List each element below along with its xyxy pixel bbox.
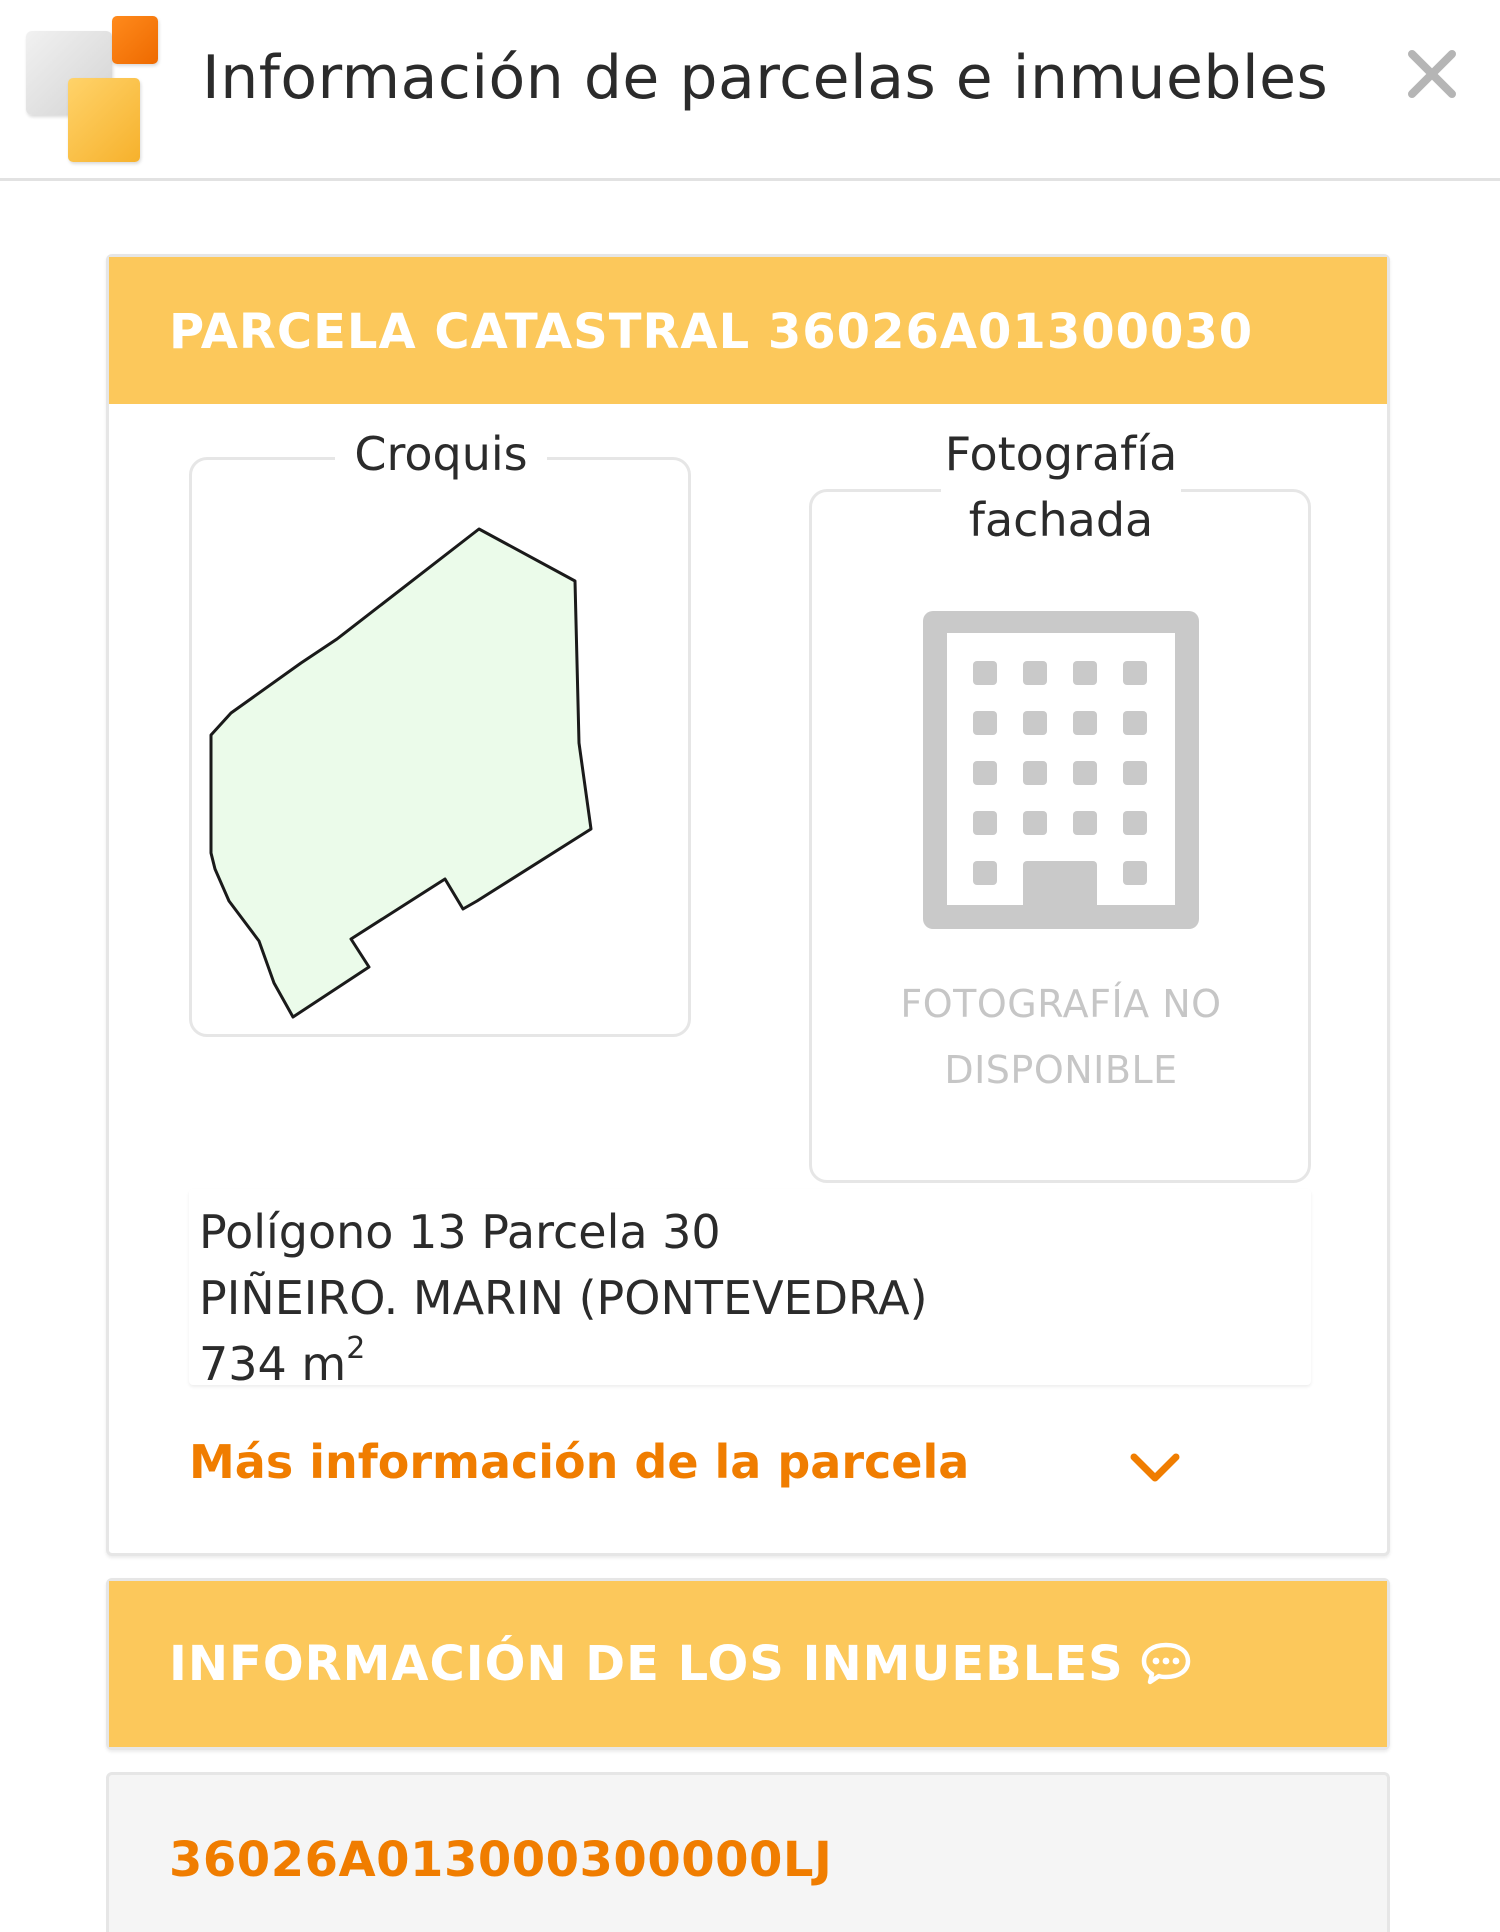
chevron-down-icon (1129, 1451, 1181, 1485)
catastro-logo-icon (26, 16, 158, 150)
more-parcel-info-toggle[interactable] (189, 1429, 1189, 1495)
property-reference[interactable]: 36026A013000300000LJ (169, 1832, 833, 1888)
parcel-location: Polígono 13 Parcela 30 (199, 1205, 721, 1259)
app-header (0, 0, 1500, 181)
more-parcel-info-label: Más información de la parcela (189, 1435, 970, 1489)
building-icon (923, 611, 1199, 929)
photo-unavailable-text: FOTOGRAFÍA NO DISPONIBLE (900, 982, 1222, 1092)
page-title: Información de parcelas e inmuebles (202, 43, 1329, 113)
speech-bubble-icon[interactable] (1140, 1641, 1192, 1685)
properties-header-label: INFORMACIÓN DE LOS INMUEBLES (169, 1636, 1124, 1692)
sketch-label: Croquis (335, 421, 547, 487)
close-icon[interactable] (1404, 46, 1460, 102)
parcel-area-exponent: 2 (346, 1331, 366, 1366)
parcel-address: PIÑEIRO. MARIN (PONTEVEDRA) (199, 1271, 928, 1325)
parcel-header: PARCELA CATASTRAL 36026A01300030 (109, 257, 1387, 404)
photo-label: Fotografía fachada (941, 421, 1181, 553)
parcel-sketch[interactable] (189, 457, 691, 1037)
parcel-area-value: 734 m (199, 1337, 347, 1391)
property-list-item[interactable] (106, 1772, 1390, 1932)
parcel-summary (189, 1189, 1311, 1391)
parcel-area (199, 1331, 1311, 1397)
properties-card (106, 1578, 1390, 1750)
properties-header (109, 1581, 1387, 1747)
parcel-card (106, 254, 1390, 1556)
